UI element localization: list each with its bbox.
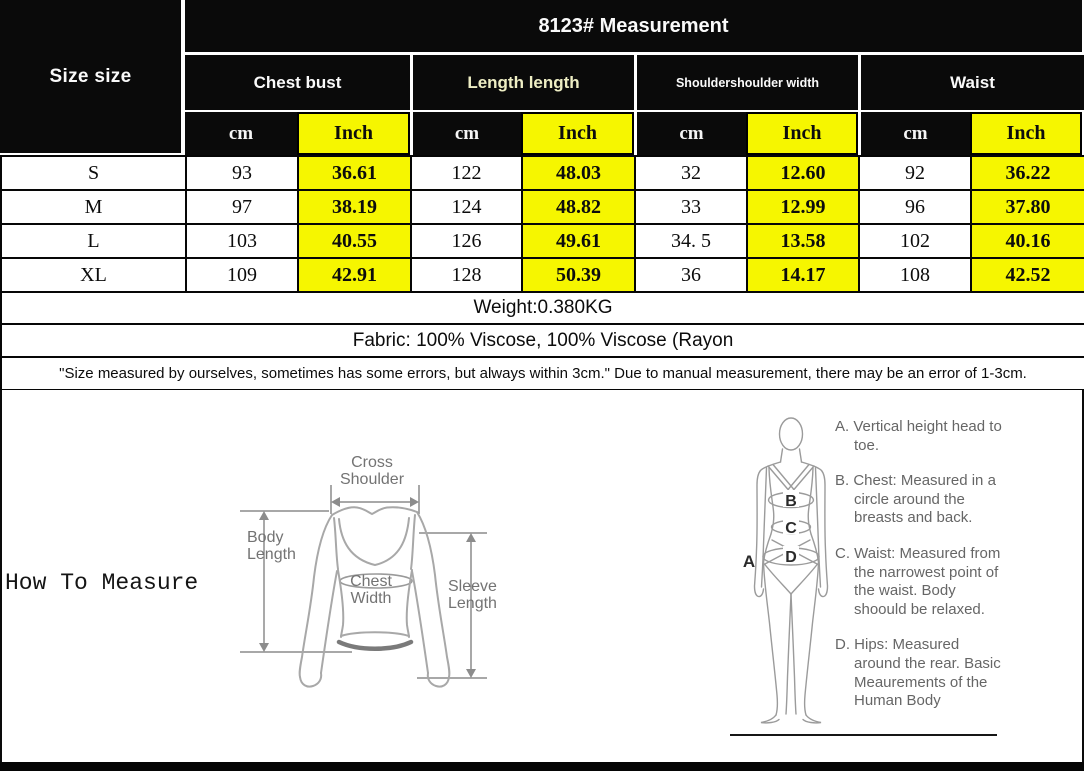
cell-waist-cm: 102 (859, 224, 971, 258)
figure-label-c: C (785, 520, 797, 537)
cell-size: L (1, 224, 186, 258)
figure-label-a: A (742, 552, 756, 571)
how-to-measure-section (0, 390, 1084, 762)
cell-length-inch: 48.82 (522, 190, 635, 224)
cell-length-inch: 49.61 (522, 224, 635, 258)
table-row-l (1, 224, 1084, 258)
unit-cm-chest: cm (185, 112, 297, 155)
annotation-underline (730, 734, 997, 736)
note-row (1, 357, 1084, 390)
cell-shoulder-inch: 14.17 (747, 258, 859, 292)
header-waist: Waist (861, 55, 1084, 110)
figure-outline (755, 418, 828, 723)
body-figure-diagram (727, 405, 842, 745)
cell-size: XL (1, 258, 186, 292)
cell-length-cm: 128 (411, 258, 522, 292)
cell-chest-cm: 103 (186, 224, 298, 258)
figure-label-d: D (785, 549, 797, 566)
unit-inch-shoulder: Inch (746, 112, 858, 155)
cell-length-cm: 124 (411, 190, 522, 224)
cell-shoulder-cm: 32 (635, 156, 747, 190)
unit-inch-waist: Inch (970, 112, 1082, 155)
cell-chest-cm: 109 (186, 258, 298, 292)
page-title: 8123# Measurement (185, 0, 1082, 52)
unit-inch-length: Inch (521, 112, 634, 155)
cell-waist-inch: 36.22 (971, 156, 1084, 190)
unit-inch-chest: Inch (297, 112, 410, 155)
label-body-length: Body Length (247, 529, 296, 563)
cell-shoulder-inch: 13.58 (747, 224, 859, 258)
cell-length-cm: 126 (411, 224, 522, 258)
header-chest-bust: Chest bust (185, 55, 410, 110)
cell-chest-cm: 97 (186, 190, 298, 224)
cell-waist-cm: 108 (859, 258, 971, 292)
annotation-a: A. Vertical height head to toe. (835, 418, 1002, 454)
cell-waist-inch: 40.16 (971, 224, 1084, 258)
how-to-measure-heading: How To Measure (5, 570, 199, 596)
cell-chest-inch: 38.19 (298, 190, 411, 224)
cell-size: M (1, 190, 186, 224)
cell-waist-inch: 42.52 (971, 258, 1084, 292)
measure-annotations (835, 418, 1005, 728)
cell-chest-cm: 93 (186, 156, 298, 190)
cell-shoulder-cm: 34. 5 (635, 224, 747, 258)
unit-cm-waist: cm (861, 112, 970, 155)
bottom-black-bar (0, 762, 1084, 771)
table-row-m (1, 190, 1084, 224)
annotation-b: B. Chest: Measured in a circle around the breasts and back. (835, 472, 996, 527)
figure-label-b: B (785, 493, 797, 510)
cell-waist-cm: 92 (859, 156, 971, 190)
label-sleeve-length: Sleeve Length (448, 578, 497, 612)
cell-shoulder-cm: 36 (635, 258, 747, 292)
header-shoulder-width: Shouldershoulder width (637, 55, 858, 110)
table-row-s (1, 156, 1084, 190)
fabric-row (1, 324, 1084, 357)
weight-value: Weight:0.380KG (1, 292, 1084, 324)
fabric-value: Fabric: 100% Viscose, 100% Viscose (Rayon (1, 324, 1084, 357)
cell-shoulder-cm: 33 (635, 190, 747, 224)
size-header-cell: Size size (0, 0, 181, 153)
cell-waist-inch: 37.80 (971, 190, 1084, 224)
cell-size: S (1, 156, 186, 190)
cell-length-inch: 48.03 (522, 156, 635, 190)
label-chest-width: Chest Width (350, 573, 392, 607)
weight-row (1, 292, 1084, 324)
annotation-d: D. Hips: Measured around the rear. Basic Meaurements of the Human Body (835, 636, 1001, 710)
label-cross-shoulder: Cross Shoulder (339, 454, 405, 488)
annotation-c: C. Waist: Measured from the narrowest point of the waist. Body shoould be relaxed. (835, 544, 1001, 618)
measurement-note: "Size measured by ourselves, sometimes has some errors, but always within 3cm." Due to manual measurement, there may be an error of 1-3cm. (1, 357, 1084, 390)
cell-chest-inch: 42.91 (298, 258, 411, 292)
header-length: Length length (413, 55, 634, 110)
unit-cm-shoulder: cm (637, 112, 746, 155)
table-row-xl (1, 258, 1084, 292)
cell-chest-inch: 40.55 (298, 224, 411, 258)
measurement-table (0, 155, 1084, 391)
cell-length-inch: 50.39 (522, 258, 635, 292)
cell-chest-inch: 36.61 (298, 156, 411, 190)
unit-cm-length: cm (413, 112, 521, 155)
cell-length-cm: 122 (411, 156, 522, 190)
cell-shoulder-inch: 12.99 (747, 190, 859, 224)
cell-shoulder-inch: 12.60 (747, 156, 859, 190)
cell-waist-cm: 96 (859, 190, 971, 224)
